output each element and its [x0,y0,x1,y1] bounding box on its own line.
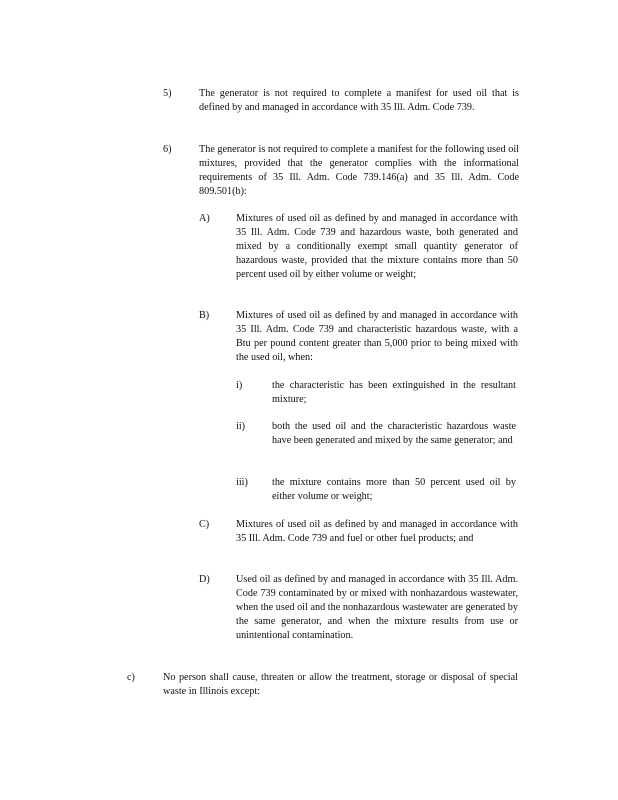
item-5-label: 5) [163,88,172,99]
subitem-d-label: D) [199,574,210,585]
subitem-b-label: B) [199,310,210,321]
clause-iii-label: iii) [236,477,248,488]
section-c-text: No person shall cause, threaten or allow the treatment, storage or disposal of special waste in Illinois except: [163,672,518,697]
item-5-text: The generator is not required to complete a manifest for used oil that is defined by and managed in accordance with 35 Ill. Adm. Code 739. [199,88,519,113]
clause-i-text: the characteristic has been extinguished in the resultant mixture; [272,380,516,405]
subitem-d-text: Used oil as defined by and managed in accordance with 35 Ill. Adm. Code 739 contaminated by or mixed with nonhazardous wastewater, when the used oil and the nonhazardous wastewater are generated by the same generator, and when the mixture results from use or unintentional contamination. [236,574,518,641]
subitem-c-label: C) [199,519,210,530]
item-6-text: The generator is not required to complete a manifest for the following used oil mixtures, provided that the generator complies with the informational requirements of 35 Ill. Adm. Code 739.146(a) and 35 Ill. Adm. Code 809.501(b): [199,144,519,197]
subitem-a-label: A) [199,213,210,224]
subitem-a-text: Mixtures of used oil as defined by and managed in accordance with 35 Ill. Adm. Code 739 and hazardous waste, both generated and mixed by a conditionally exempt small quantity generator of hazardous waste, provided that the mixture contains more than 50 percent used oil by either volume or weight; [236,213,518,280]
clause-i-label: i) [236,380,243,391]
clause-iii-text: the mixture contains more than 50 percent used oil by either volume or weight; [272,477,516,502]
item-6-label: 6) [163,144,172,155]
section-c-label: c) [127,672,135,683]
subitem-b-text: Mixtures of used oil as defined by and managed in accordance with 35 Ill. Adm. Code 739 and characteristic hazardous waste, with a Btu per pound content greater than 5,000 prior to being mixed with the used oil, when: [236,310,518,363]
clause-ii-text: both the used oil and the characteristic hazardous waste have been generated and mixed by the same generator; and [272,421,516,446]
subitem-c-text: Mixtures of used oil as defined by and managed in accordance with 35 Ill. Adm. Code 739 and fuel or other fuel products; and [236,519,518,544]
clause-ii-label: ii) [236,421,246,432]
